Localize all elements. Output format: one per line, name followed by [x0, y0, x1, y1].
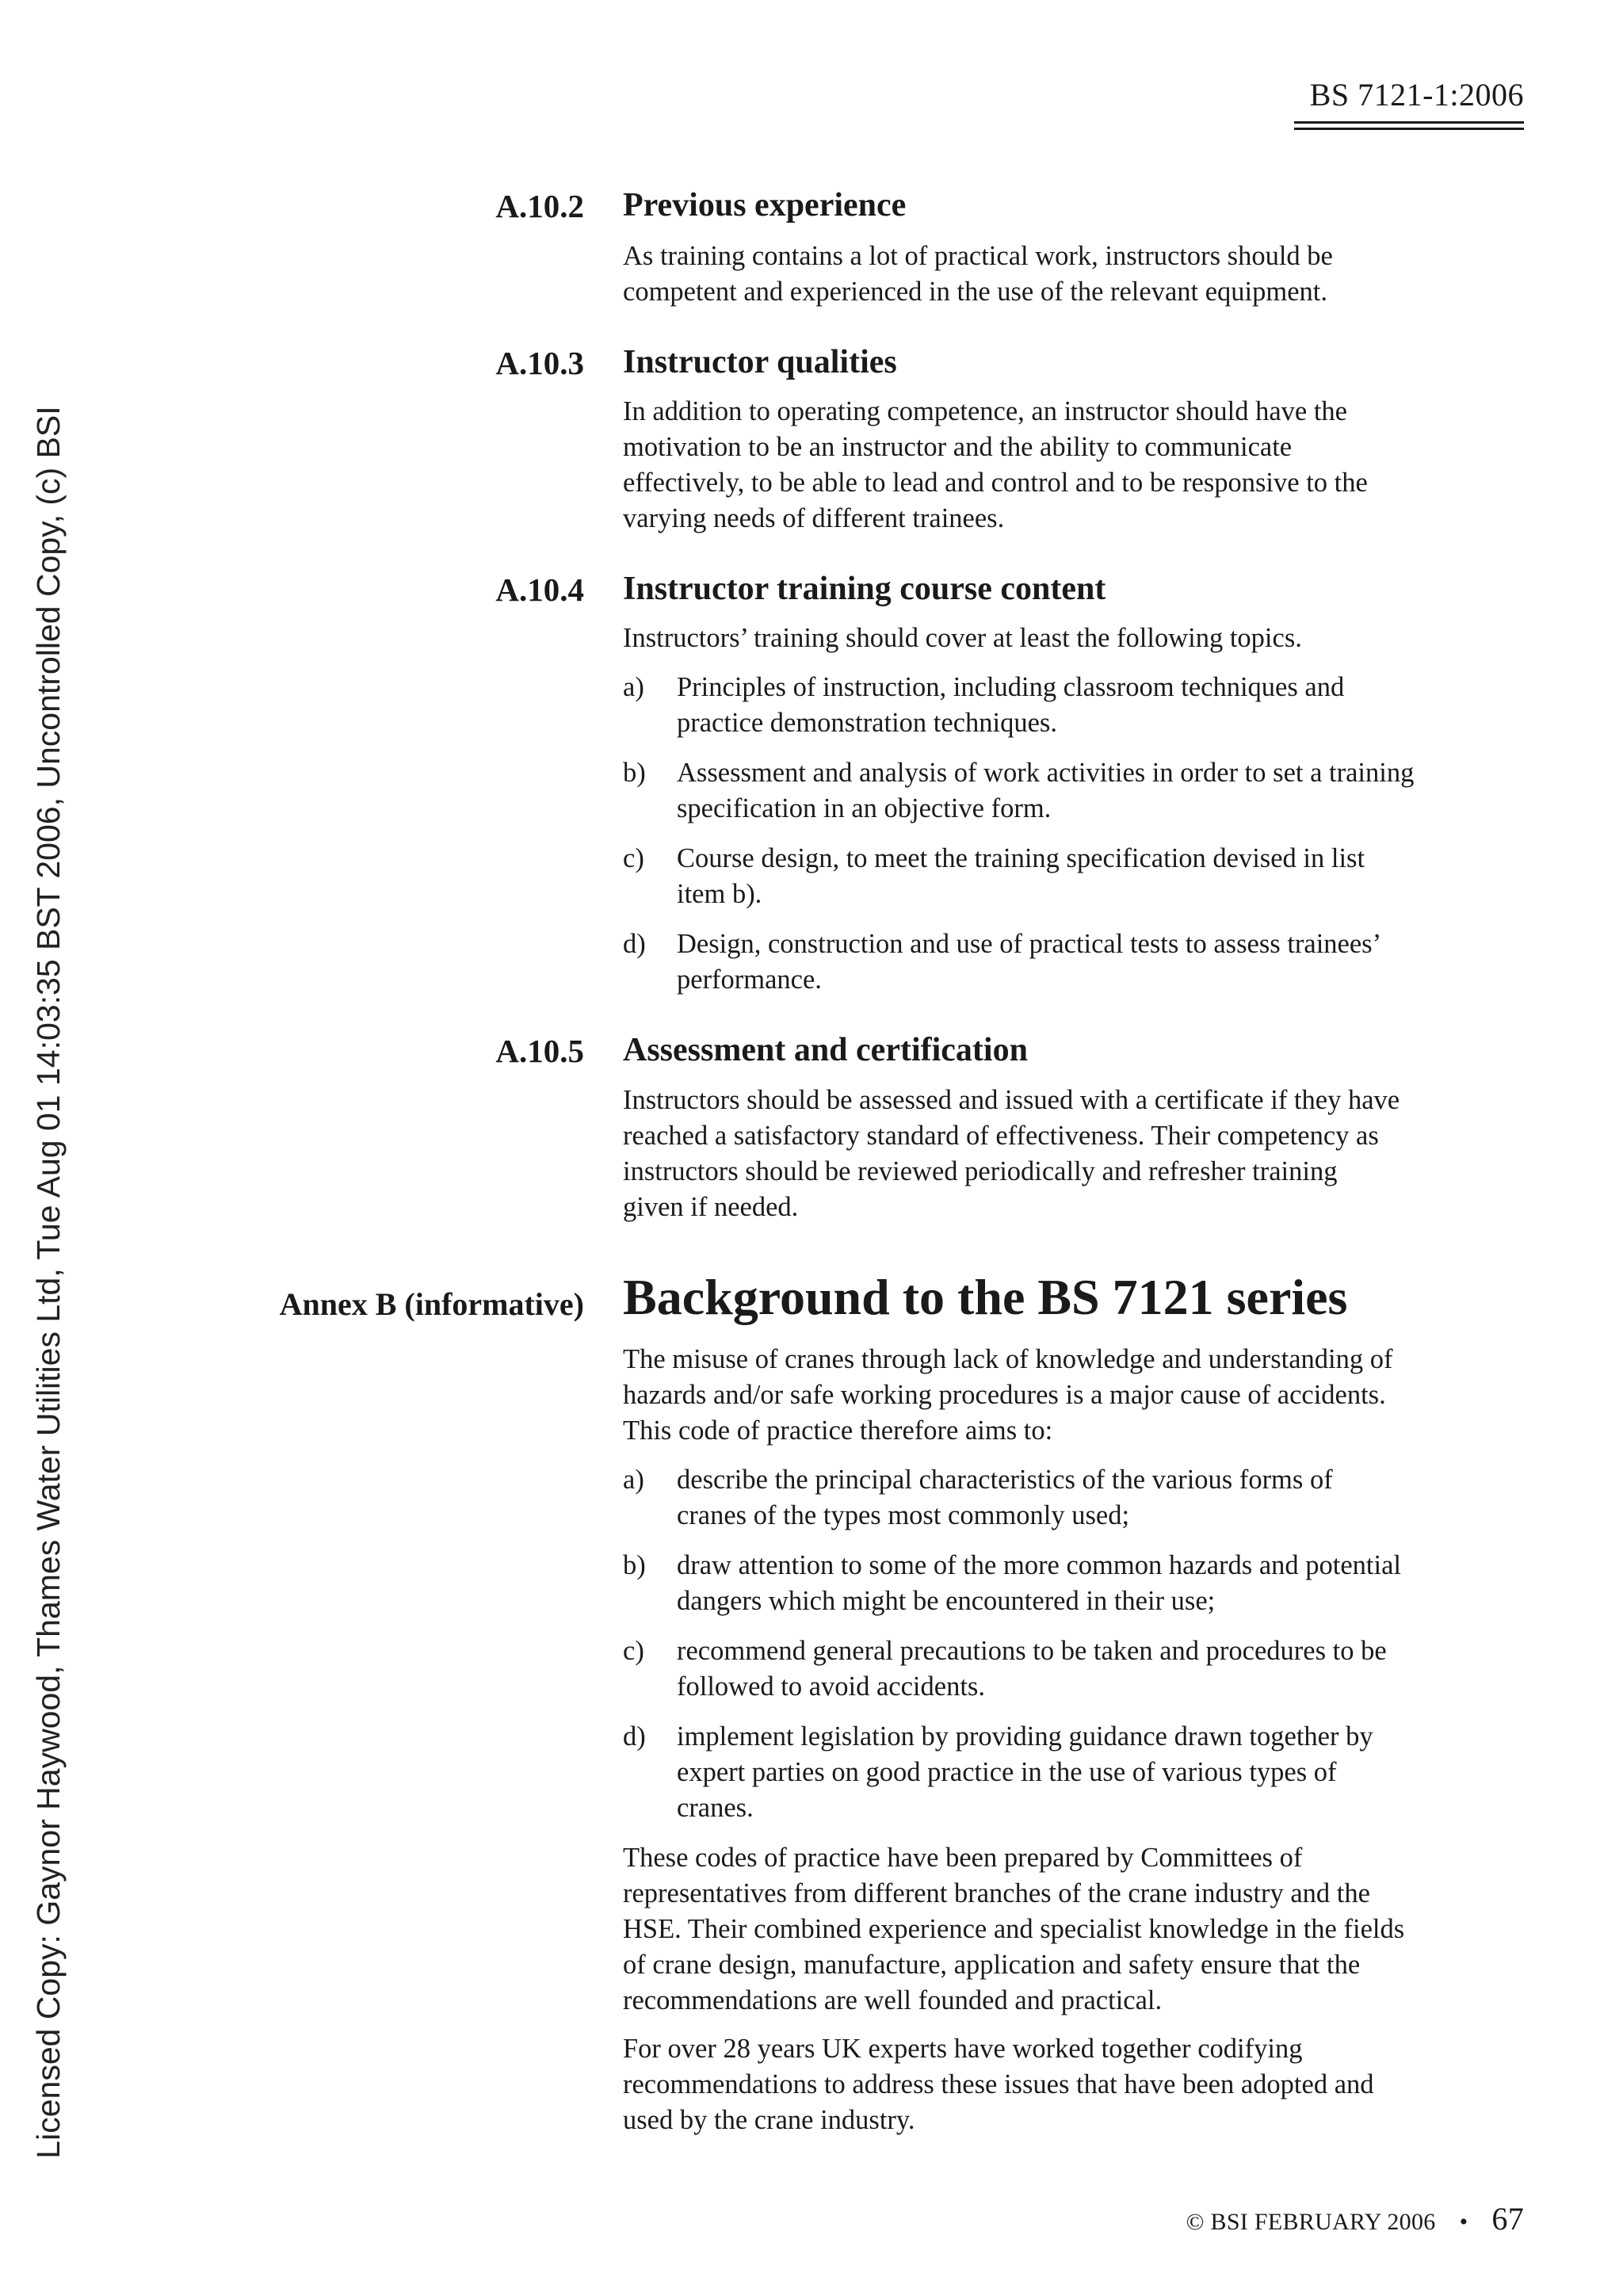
- text-line: recommend general precautions to be taken and procedures to be: [677, 1636, 1387, 1666]
- section-number: A.10.4: [495, 571, 584, 608]
- list-item-text: [677, 841, 1526, 912]
- list-item-text: [677, 1633, 1526, 1705]
- text-line: instructors should be reviewed periodically and refresher training: [623, 1156, 1338, 1186]
- list-item-text: [677, 926, 1526, 998]
- text-line: motivation to be an instructor and the ability to communicate: [623, 432, 1293, 462]
- text-line: implement legislation by providing guidance drawn together by: [677, 1721, 1373, 1752]
- text-line: describe the principal characteristics of the various forms of: [677, 1465, 1333, 1495]
- list-marker: a): [623, 1465, 644, 1495]
- copyright-notice: © BSI FEBRUARY 2006: [1186, 2209, 1436, 2235]
- section-intro: Instructors’ training should cover at least the following topics.: [623, 623, 1302, 653]
- list-item-text: [677, 755, 1526, 827]
- section-paragraph: [623, 1083, 1526, 1225]
- text-line: reached a satisfactory standard of effectiveness. Their competency as: [623, 1121, 1379, 1151]
- section-title: Previous experience: [623, 187, 907, 223]
- text-line: As training contains a lot of practical work, instructors should be: [623, 241, 1333, 271]
- section-paragraph: [623, 239, 1526, 310]
- text-line: performance.: [677, 965, 822, 995]
- text-line: cranes of the types most commonly used;: [677, 1500, 1130, 1530]
- text-line: These codes of practice have been prepared by Committees of: [623, 1843, 1303, 1873]
- text-line: item b).: [677, 879, 762, 909]
- text-line: effectively, to be able to lead and control and to be responsive to the: [623, 468, 1368, 498]
- text-line: given if needed.: [623, 1192, 799, 1222]
- annex-title: Background to the BS 7121 series: [623, 1269, 1348, 1325]
- list-marker: d): [623, 1721, 646, 1752]
- document-code: BS 7121-1:2006: [1309, 77, 1524, 113]
- text-line: specification in an objective form.: [677, 793, 1052, 823]
- license-watermark: Licensed Copy: Gaynor Haywood, Thames Water Utilities Ltd, Tue Aug 01 14:03:35 BST 2006, Uncontrolled Copy, (c) BSI: [30, 406, 67, 2159]
- text-line: expert parties on good practice in the use of various types of: [677, 1757, 1337, 1787]
- list-marker: d): [623, 929, 646, 959]
- text-line: HSE. Their combined experience and specialist knowledge in the fields: [623, 1914, 1405, 1944]
- list-item-text: [677, 1719, 1526, 1826]
- list-item-text: [677, 1548, 1526, 1619]
- list-marker: a): [623, 672, 644, 702]
- section-number: A.10.5: [495, 1033, 584, 1069]
- footer-separator: •: [1459, 2209, 1468, 2235]
- text-line: followed to avoid accidents.: [677, 1671, 985, 1702]
- text-line: competent and experienced in the use of the relevant equipment.: [623, 277, 1327, 307]
- section-number: A.10.3: [495, 345, 584, 381]
- list-marker: c): [623, 843, 644, 873]
- list-marker: c): [623, 1636, 644, 1666]
- text-line: used by the crane industry.: [623, 2105, 915, 2135]
- text-line: hazards and/or safe working procedures is a major cause of accidents.: [623, 1380, 1386, 1410]
- text-line: Instructors should be assessed and issued with a certificate if they have: [623, 1085, 1400, 1115]
- text-line: representatives from different branches of the crane industry and the: [623, 1878, 1370, 1908]
- list-marker: b): [623, 758, 646, 788]
- text-line: Course design, to meet the training specification devised in list: [677, 843, 1365, 873]
- text-line: This code of practice therefore aims to:: [623, 1415, 1053, 1446]
- page-number: 67: [1491, 2201, 1524, 2237]
- text-line: draw attention to some of the more common hazards and potential: [677, 1550, 1401, 1580]
- header-rule-bottom: [1294, 128, 1524, 130]
- text-line: Design, construction and use of practical tests to assess trainees’: [677, 929, 1382, 959]
- list-item-text: [677, 1462, 1526, 1534]
- section-number: A.10.2: [495, 188, 584, 224]
- section-title: Instructor training course content: [623, 571, 1106, 607]
- annex-paragraph: [623, 2031, 1526, 2138]
- text-line: recommendations are well founded and practical.: [623, 1985, 1163, 2015]
- annex-label: Annex B (informative): [279, 1286, 584, 1322]
- text-line: For over 28 years UK experts have worked together codifying: [623, 2034, 1303, 2064]
- annex-paragraph: [623, 1840, 1526, 2019]
- list-marker: b): [623, 1550, 646, 1580]
- annex-intro: [623, 1342, 1526, 1449]
- text-line: varying needs of different trainees.: [623, 503, 1005, 533]
- text-line: cranes.: [677, 1793, 754, 1823]
- section-title: Instructor qualities: [623, 344, 897, 380]
- text-line: Assessment and analysis of work activities in order to set a training: [677, 758, 1415, 788]
- section-title: Assessment and certification: [623, 1032, 1028, 1068]
- text-line: recommendations to address these issues that have been adopted and: [623, 2069, 1374, 2099]
- text-line: dangers which might be encountered in their use;: [677, 1586, 1216, 1616]
- page-footer: [1186, 2200, 1524, 2237]
- text-line: The misuse of cranes through lack of knowledge and understanding of: [623, 1344, 1393, 1374]
- text-line: Principles of instruction, including classroom techniques and: [677, 672, 1345, 702]
- text-line: practice demonstration techniques.: [677, 708, 1057, 738]
- text-line: of crane design, manufacture, application and safety ensure that the: [623, 1950, 1361, 1980]
- header-rule-top: [1294, 121, 1524, 124]
- list-item-text: [677, 670, 1526, 741]
- text-line: In addition to operating competence, an instructor should have the: [623, 396, 1347, 426]
- section-paragraph: [623, 394, 1526, 537]
